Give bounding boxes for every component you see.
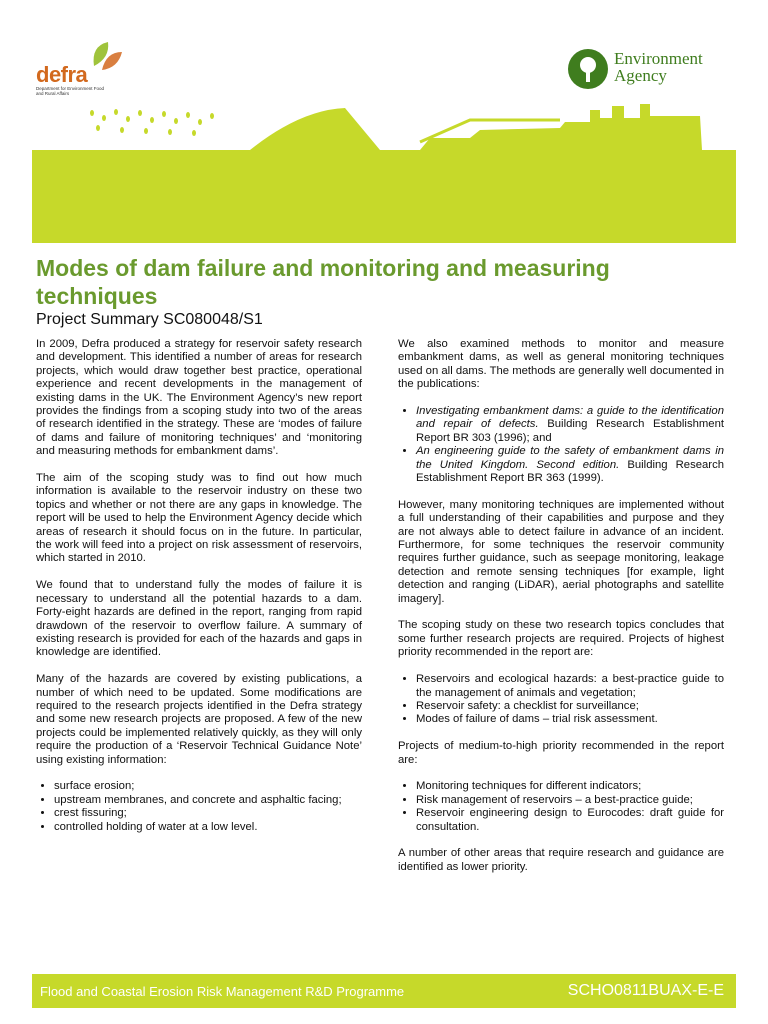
medium-priority-list (398, 780, 724, 834)
paragraph: We found that to understand fully the modes of failure it is necessary to understand all the potential hazards to a dam. Forty-eight hazards are defined in the report, ranging from rapid drawdown of the reservoir to overflow failure. A summary of existing research is provided for each of the hazards and gaps in knowledge are identified. (36, 579, 362, 659)
publication-title: Investigating embankment dams: a guide to the identification and repair of defects. (416, 405, 724, 431)
publication-ref: Building Research Establishment Report BR 303 (1996); and (416, 418, 724, 444)
list-item: • controlled holding of water at a low level. (54, 821, 362, 834)
list-item: • Reservoir engineering design to Eurocodes: draft guide for consultation. (416, 807, 724, 834)
list-item: • Reservoir safety: a checklist for surveillance; (416, 700, 724, 713)
defra-leaf-icon (86, 36, 126, 76)
paragraph: The scoping study on these two research topics concludes that some further research projects are required. Projects of highest priority recommended in the report are: (398, 619, 724, 659)
paragraph: However, many monitoring techniques are implemented without a full understanding of their capabilities and purpose and they are not always able to detect failure in advance of an incident. Furthermore, for some techniques the reservoir community requires further guidance, such as seepage monitoring, leakage detection and remote sensing techniques [for example, light detection and ranging (LiDAR), aerial photographs and satellite imagery]. (398, 498, 724, 605)
publication-ref: Building Research Establishment Report BR 363 (1999). (416, 458, 724, 485)
project-summary-code: Project Summary SC080048/S1 (36, 311, 263, 328)
paragraph: The aim of the scoping study was to find out how much information is available to the reservoir industry on these two topics and whether or not there are any gaps in knowledge. The report will be used to help the Environment Agency decide which areas of research it should focus on in the future. In particular, the work will feed into a project on risk assessment of reservoirs, which started in 2010. (36, 472, 362, 565)
right-column (398, 338, 724, 888)
list-item: • crest fissuring; (54, 807, 362, 820)
publication-title: An engineering guide to the safety of embankment dams in the United Kingdom. Second edition. (416, 445, 724, 471)
page-title: Modes of dam failure and monitoring and measuring techniques (36, 255, 610, 309)
environment-agency-tree-icon (567, 48, 609, 90)
defra-logo: defra (36, 62, 88, 87)
environment-agency-logo-text: Environment Agency (614, 49, 703, 85)
left-column (36, 338, 362, 847)
paragraph: Many of the hazards are covered by existing publications, a number of which need to be updated. Some modifications are required to the research projects identified in the Defra strategy and some new research projects are proposed. A few of the new projects could be implemented relatively quickly, as they will only require the production of a ‘Reservoir Technical Guidance Note’ using existing information: (36, 673, 362, 766)
footer-bar (32, 974, 736, 1008)
header-banner (0, 0, 768, 245)
programme-name: Flood and Coastal Erosion Risk Management R&D Programme (40, 984, 405, 999)
paragraph: We also examined methods to monitor and measure embankment dams, as well as general monitoring techniques used on all dams. The methods are generally well documented in the publications: (398, 338, 724, 391)
high-priority-list (398, 673, 724, 727)
document-code: SCHO0811BUAX-E-E (567, 982, 724, 999)
list-item: • Monitoring techniques for different indicators; (416, 780, 724, 793)
list-item: • upstream membranes, and concrete and asphaltic facing; (54, 794, 362, 807)
list-item: • Reservoirs and ecological hazards: a best-practice guide to the management of animals and vegetation; (416, 673, 724, 700)
list-item: • Modes of failure of dams – trial risk assessment. (416, 713, 724, 726)
publications-list (398, 405, 724, 485)
list-item (416, 445, 724, 485)
paragraph: A number of other areas that require research and guidance are identified as lower priority. (398, 847, 724, 873)
paragraph: In 2009, Defra produced a strategy for reservoir safety research and development. This identified a number of areas for research projects, which would draw together best practice, operational experience and recent developments in the management of existing dams in the UK. The Environment Agency’s new report provides the findings from a scoping study into two of the areas of research identified in the strategy. These are ‘modes of failure of dams and failure of monitoring techniques’ and ‘monitoring and measuring methods for embankment dams’. (36, 338, 362, 458)
quick-projects-list (36, 780, 362, 834)
list-item: • Risk management of reservoirs – a best-practice guide; (416, 794, 724, 807)
defra-logo-subtext: Department for Environment Food and Rural Affairs (36, 86, 105, 96)
paragraph: Projects of medium-to-high priority recommended in the report are: (398, 740, 724, 766)
list-item: • surface erosion; (54, 780, 362, 793)
list-item (416, 405, 724, 445)
